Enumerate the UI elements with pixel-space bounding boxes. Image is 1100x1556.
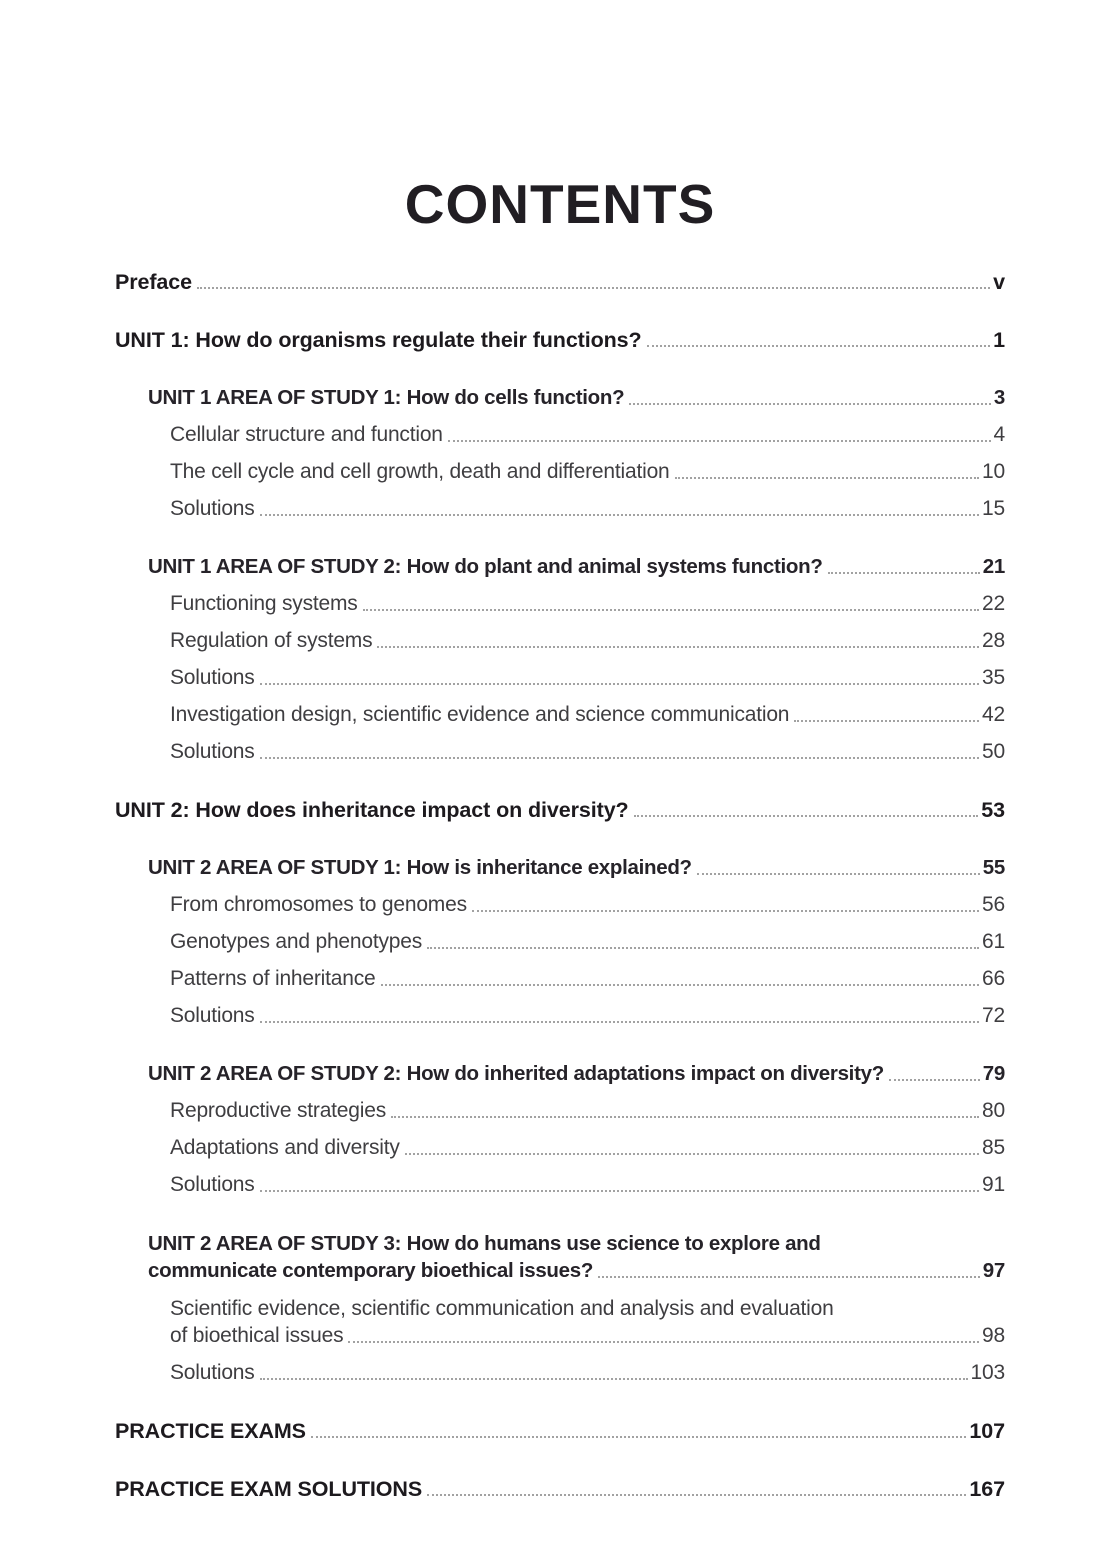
dotted-leader [381,984,980,986]
toc-entry-label: UNIT 1 AREA OF STUDY 1: How do cells function? [148,385,625,409]
toc-entry-page: 56 [982,892,1005,916]
toc-entry [115,1295,1005,1349]
dotted-leader [311,1436,966,1438]
dotted-leader [197,287,990,289]
dotted-leader [794,720,979,722]
dotted-leader [391,1116,979,1118]
toc-entry-page: 85 [982,1135,1005,1159]
toc-entry [115,739,1005,765]
toc-entry-label: From chromosomes to genomes [170,892,467,916]
toc-entry-page: 22 [982,591,1005,615]
dotted-leader [629,403,991,405]
dotted-leader [427,947,979,949]
toc-entry [115,422,1005,448]
toc-entry-unit-1 [115,327,1005,353]
toc-entry [115,459,1005,485]
dotted-leader [260,514,979,516]
toc-entry-unit2-aos1 [115,855,1005,881]
toc-entry-unit1-aos1 [115,385,1005,411]
toc-entry-page: 72 [982,1003,1005,1027]
dotted-leader [260,683,979,685]
dotted-leader [889,1079,980,1081]
toc-entry [115,591,1005,617]
toc-entry [115,702,1005,728]
toc-entry-page: 79 [982,1061,1005,1085]
toc-entry-label: Preface [115,269,192,294]
toc-entry-page: 21 [982,554,1005,578]
toc-entry-page: 91 [982,1172,1005,1196]
toc-entry-practice-exams [115,1418,1005,1444]
toc-entry-label: Investigation design, scientific evidence and science communication [170,702,790,726]
toc-entry-page: 80 [982,1098,1005,1122]
dotted-leader [260,1190,979,1192]
toc-entry-label: UNIT 1 AREA OF STUDY 2: How do plant and animal systems function? [148,554,823,578]
toc-entry-label: UNIT 2: How does inheritance impact on diversity? [115,797,629,822]
toc-entry-page: 98 [982,1323,1005,1347]
dotted-leader [260,1378,968,1380]
toc-entry-label: PRACTICE EXAM SOLUTIONS [115,1476,423,1501]
toc-entry-label-line2: communicate contemporary bioethical issues? [148,1258,594,1282]
page-title: CONTENTS [404,173,716,235]
toc-entry-label: Functioning systems [170,591,358,615]
dotted-leader [828,572,980,574]
toc-entry-page: 61 [982,929,1005,953]
dotted-leader [260,757,979,759]
dotted-leader [405,1153,979,1155]
toc-entry-label: Adaptations and diversity [170,1135,400,1159]
toc-entry [115,929,1005,955]
toc-entry-page: 107 [969,1418,1005,1443]
toc-entry [115,892,1005,918]
toc-entry-page: 50 [982,739,1005,763]
toc-entry-page: 55 [982,855,1005,879]
toc-entry-page: 10 [982,459,1005,483]
toc-entry [115,1003,1005,1029]
dotted-leader [260,1021,979,1023]
toc-entry-page: 53 [981,797,1005,822]
toc-entry-preface [115,269,1005,295]
toc-entry-label: Reproductive strategies [170,1098,387,1122]
toc-entry-page: 103 [970,1360,1005,1384]
toc-entry-page: 66 [982,966,1005,990]
toc-entry-label: Solutions [170,1360,255,1384]
dotted-leader [598,1276,980,1278]
toc-entry-page: 1 [993,327,1005,352]
dotted-leader [363,609,979,611]
dotted-leader [675,477,980,479]
dotted-leader [472,910,979,912]
toc-entry-label: Cellular structure and function [170,422,443,446]
dotted-leader [647,345,991,347]
toc-entry-label: Genotypes and phenotypes [170,929,423,953]
toc-entry-page: 97 [982,1258,1005,1282]
toc-entry [115,1135,1005,1161]
toc-entry-label: PRACTICE EXAMS [115,1418,306,1443]
toc-entry-label: UNIT 2 AREA OF STUDY 2: How do inherited adaptations impact on diversity? [148,1061,884,1085]
toc-entry-label: Regulation of systems [170,628,373,652]
toc-entry-label: The cell cycle and cell growth, death and differentiation [170,459,670,483]
toc-entry-page: 3 [993,385,1005,409]
dotted-leader [697,873,980,875]
toc-entry [115,665,1005,691]
toc-entry-label: Solutions [170,1003,255,1027]
toc-entry-unit-2 [115,797,1005,823]
table-of-contents [115,269,1005,1502]
toc-entry-practice-exam-solutions [115,1476,1005,1502]
dotted-leader [427,1494,966,1496]
toc-entry-label: UNIT 1: How do organisms regulate their functions? [115,327,642,352]
toc-entry-page: 15 [982,496,1005,520]
dotted-leader [448,440,991,442]
toc-entry [115,966,1005,992]
toc-entry-label: Solutions [170,1172,255,1196]
toc-entry-label-line1: Scientific evidence, scientific communication and analysis and evaluation [170,1296,834,1320]
toc-entry-page: 28 [982,628,1005,652]
toc-entry-label: Solutions [170,665,255,689]
dotted-leader [634,815,979,817]
toc-entry-page: 35 [982,665,1005,689]
toc-entry-unit1-aos2 [115,554,1005,580]
toc-entry [115,1172,1005,1198]
toc-entry-unit2-aos3 [115,1230,1005,1284]
toc-entry-label: Patterns of inheritance [170,966,376,990]
dotted-leader [348,1341,979,1343]
toc-entry-label-line2: of bioethical issues [170,1323,344,1347]
toc-entry-page: 167 [969,1476,1005,1501]
toc-entry-label: UNIT 2 AREA OF STUDY 1: How is inheritance explained? [148,855,692,879]
toc-entry [115,1098,1005,1124]
toc-entry [115,496,1005,522]
toc-entry-page: 4 [993,422,1005,446]
dotted-leader [377,646,979,648]
toc-entry [115,628,1005,654]
toc-entry-label-line1: UNIT 2 AREA OF STUDY 3: How do humans use science to explore and [148,1231,821,1255]
toc-entry-page: 42 [982,702,1005,726]
toc-entry-label: Solutions [170,496,255,520]
page-content [115,0,1005,1502]
toc-entry [115,1360,1005,1386]
toc-entry-label: Solutions [170,739,255,763]
toc-entry-page: v [993,269,1005,294]
toc-entry-unit2-aos2 [115,1061,1005,1087]
